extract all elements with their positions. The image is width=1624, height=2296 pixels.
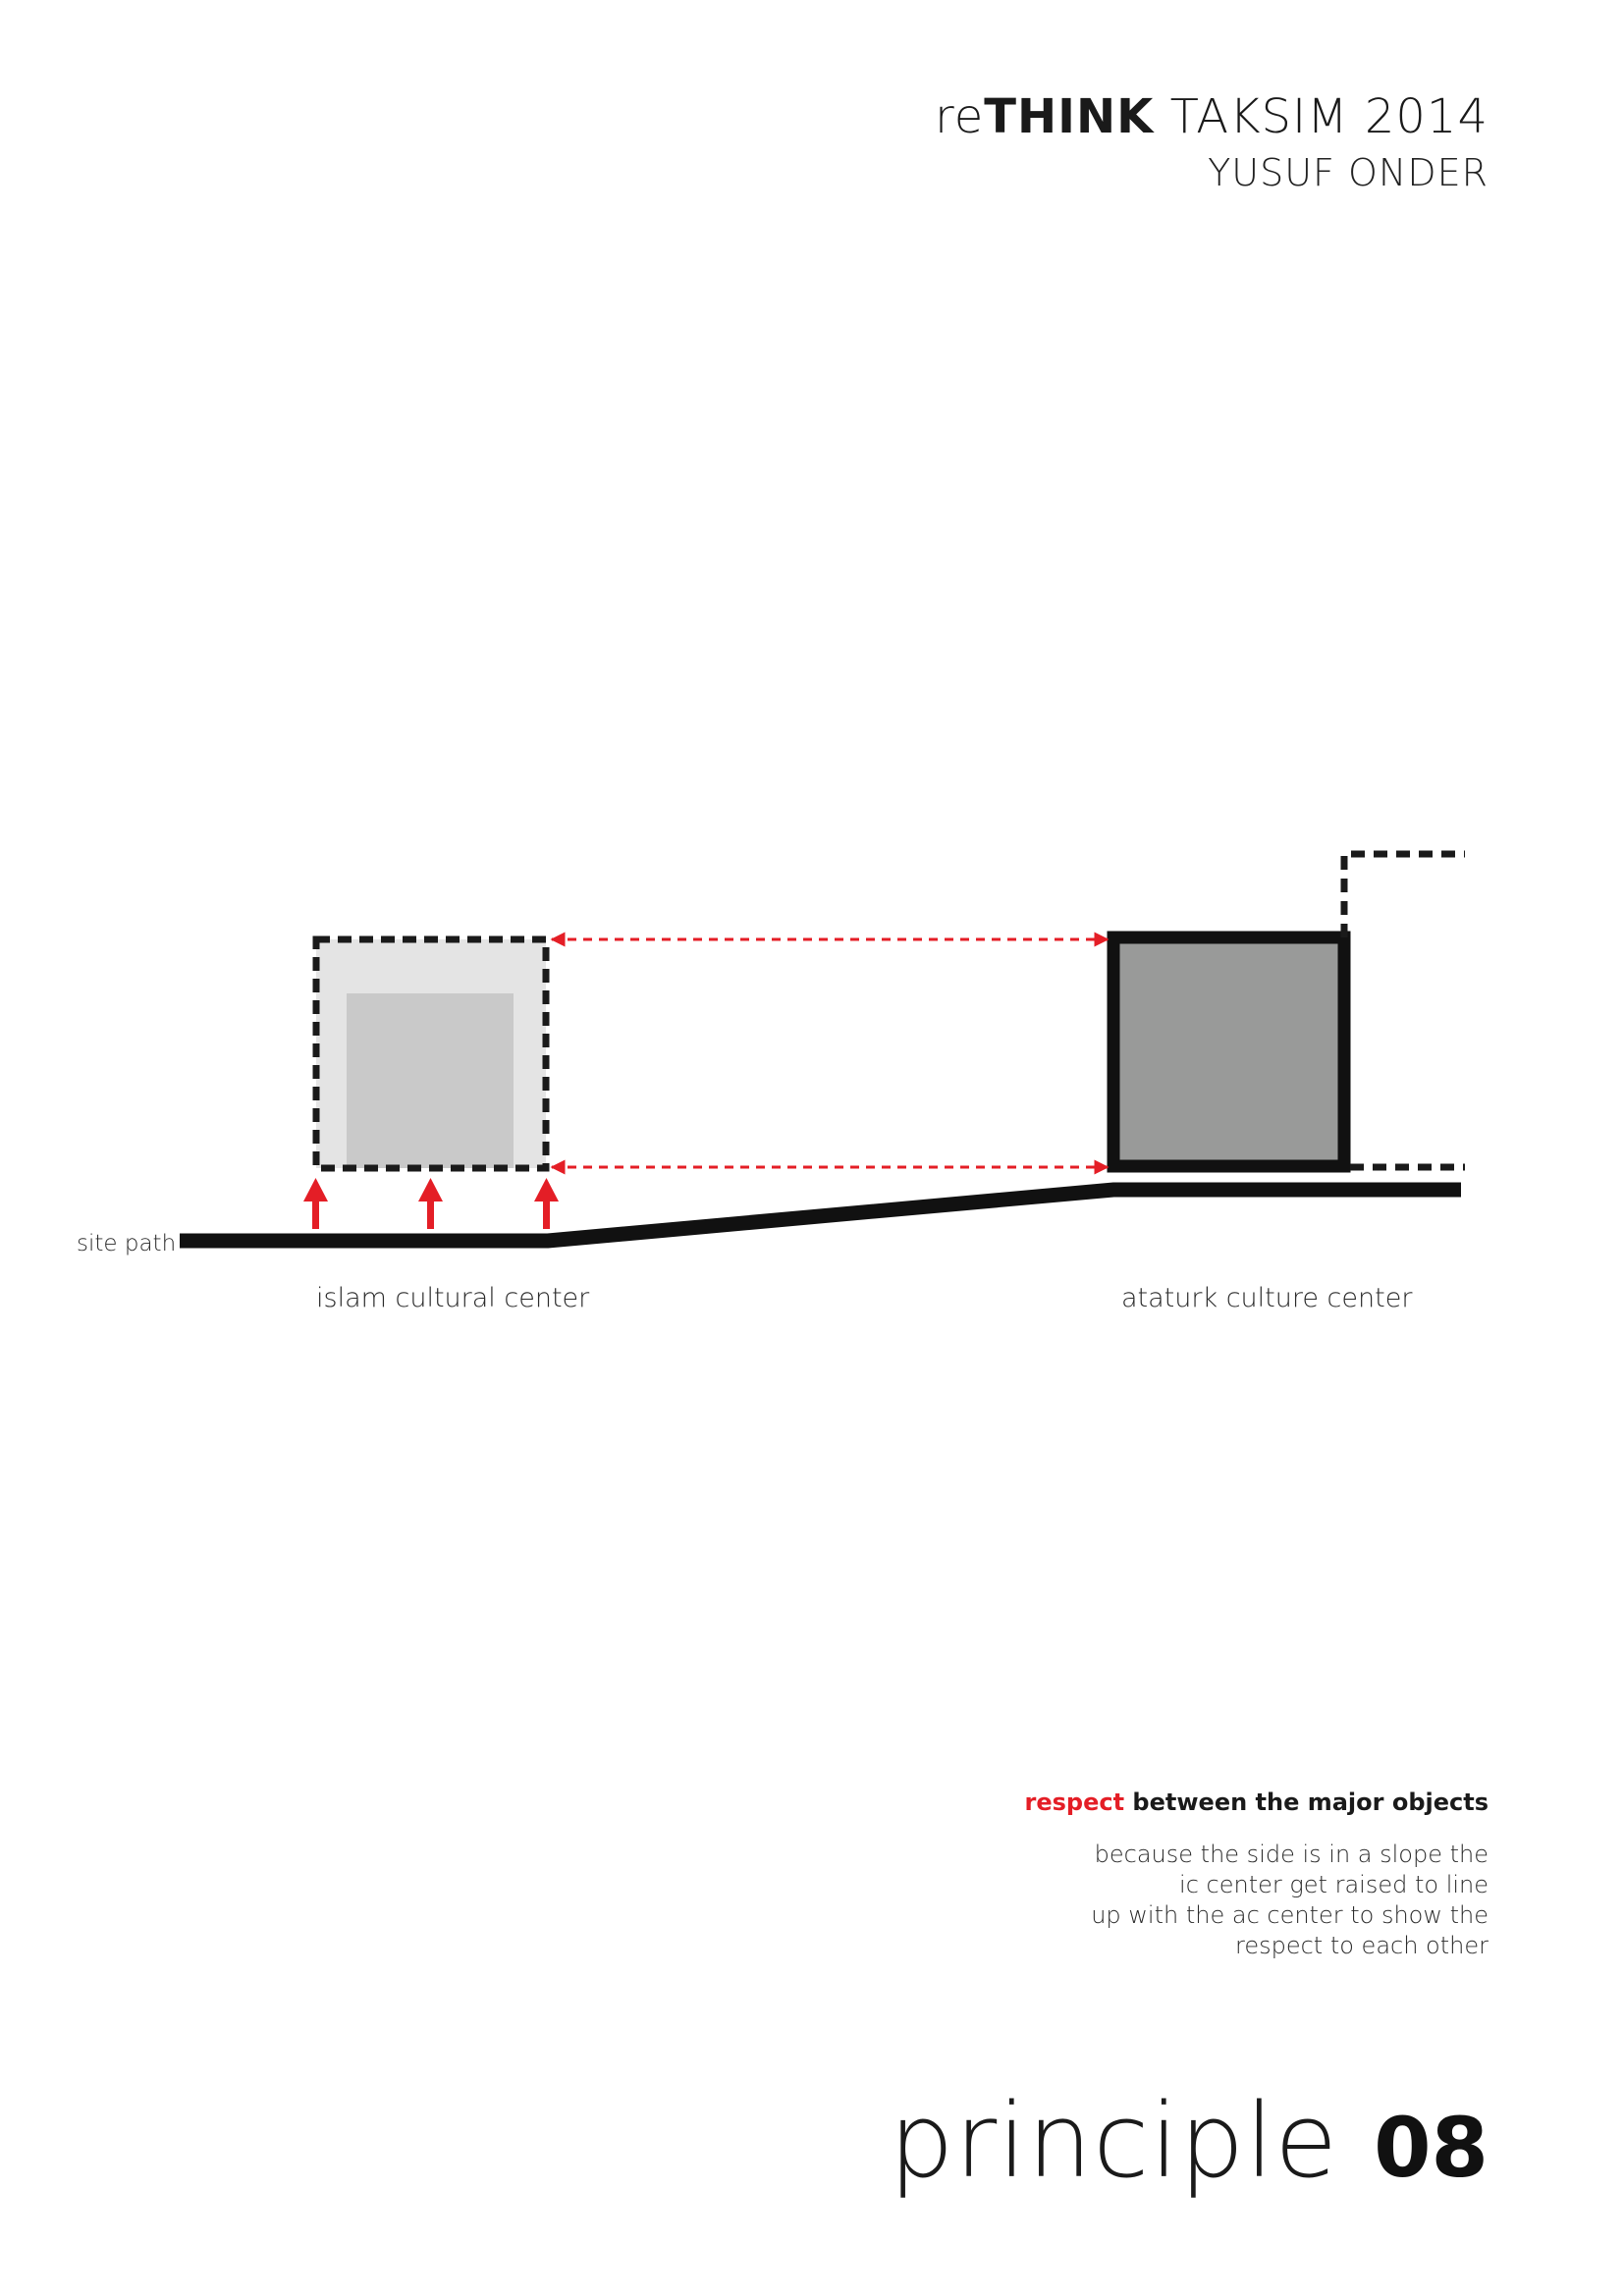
principle-note (1025, 1789, 1489, 1961)
title-prefix: re (935, 89, 985, 144)
title-suffix: TAKSIM 2014 (1154, 89, 1489, 144)
note-line: because the side is in a slope the (1094, 1841, 1489, 1868)
raise-arrow-middle (418, 1178, 443, 1229)
note-line: up with the ac center to show the (1091, 1901, 1489, 1929)
note-line: ic center get raised to line (1179, 1871, 1489, 1898)
site-path-label: site path (77, 1231, 177, 1256)
ac-dashed-extension-top (1344, 854, 1465, 937)
note-heading (1025, 1789, 1489, 1816)
site-path-line (180, 1190, 1461, 1241)
ataturk-center-label: ataturk culture center (1121, 1283, 1413, 1313)
note-line: respect to each other (1234, 1932, 1489, 1959)
note-heading-accent: respect (1024, 1789, 1125, 1816)
title-emphasis: THINK (984, 89, 1155, 144)
raise-arrow-left (303, 1178, 328, 1229)
ac-volume (1113, 937, 1344, 1166)
author-name: YUSUF ONDER (1208, 151, 1489, 194)
principle-word: principle (889, 2081, 1339, 2201)
ic-original-volume (347, 993, 514, 1168)
raise-arrow-right (534, 1178, 559, 1229)
note-heading-rest: between the major objects (1124, 1789, 1489, 1816)
note-body (1025, 1840, 1489, 1961)
islam-center-label: islam cultural center (316, 1283, 590, 1313)
principle-number: 08 (1374, 2100, 1489, 2196)
principle-footer (890, 2081, 1489, 2201)
